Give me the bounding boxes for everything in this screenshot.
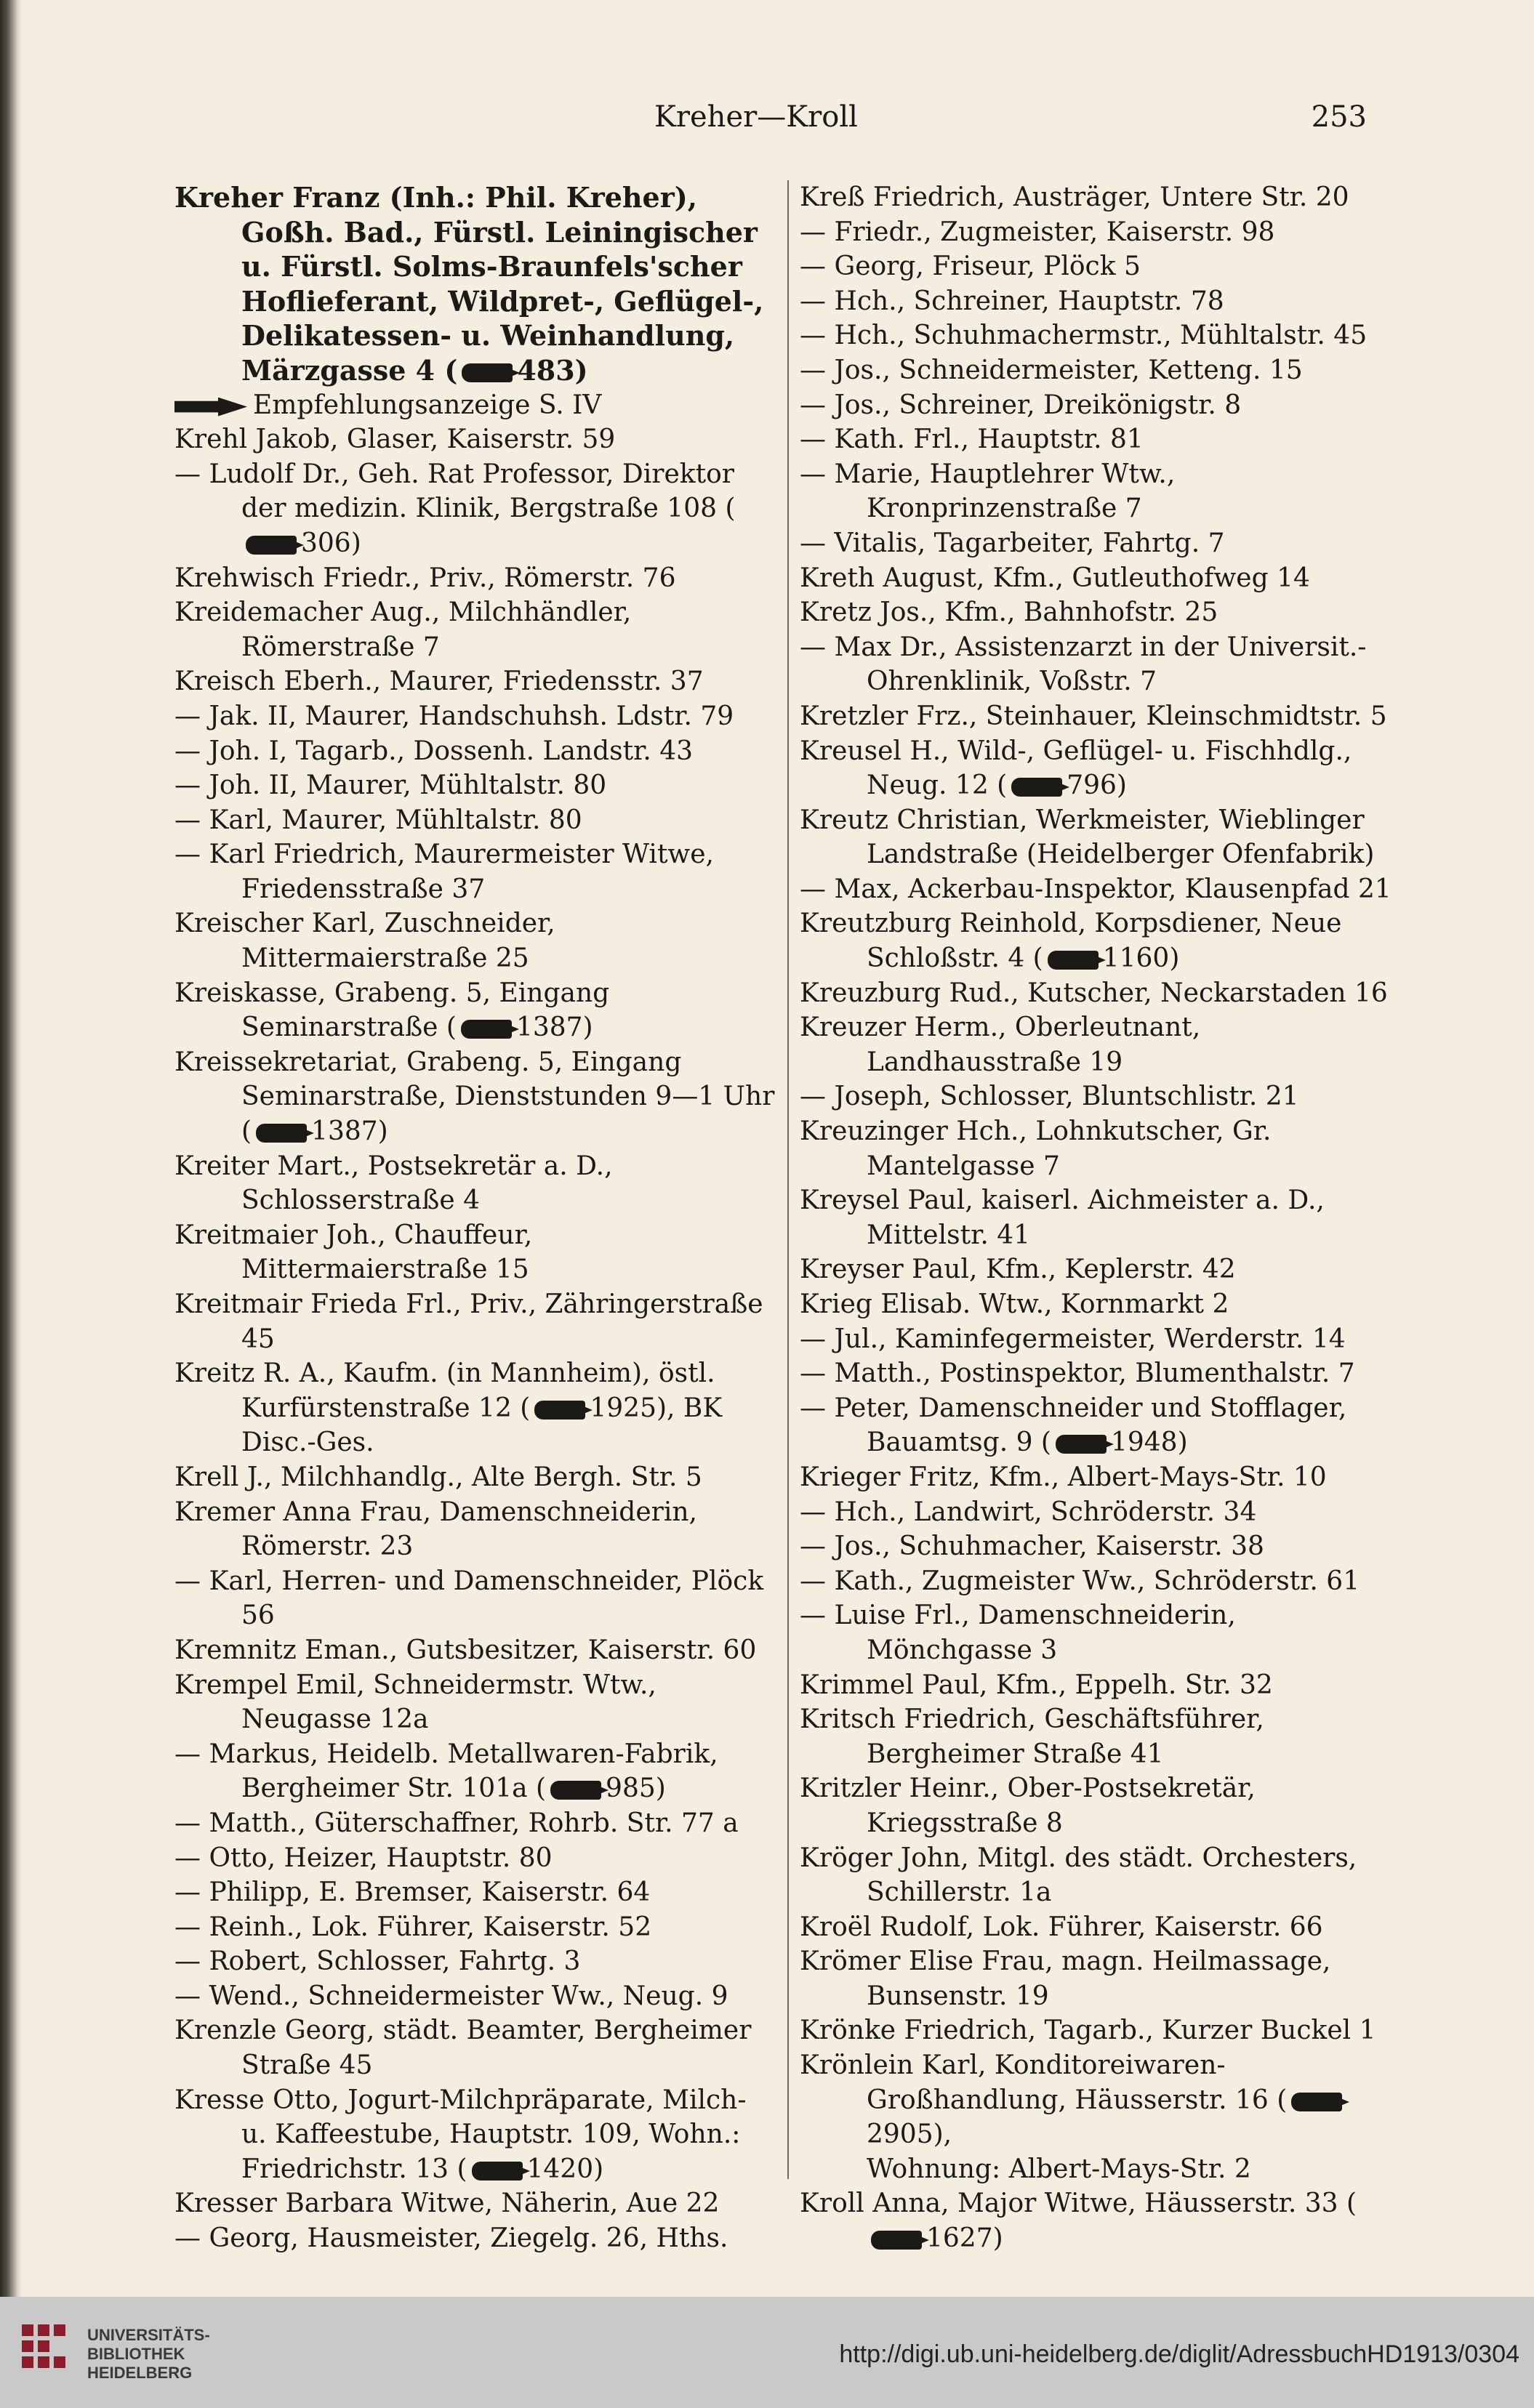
directory-entry: [800, 1841, 1400, 1910]
entry-text: — Joseph, Schlosser, Bluntschlistr. 21: [800, 1082, 1299, 1112]
book-gutter: [0, 0, 22, 2297]
telephone-icon: [1048, 951, 1099, 970]
directory-entry: [800, 1598, 1400, 1667]
directory-entry: [174, 2221, 778, 2256]
viewer-footer: [0, 2297, 1534, 2408]
telephone-icon: [550, 1781, 601, 1800]
entry-text: — Ludolf Dr., Geh. Rat Professor, Direktor der medizin. Klinik, Bergstraße 108 (: [174, 459, 736, 524]
entry-text: — Hch., Landwirt, Schröderstr. 34: [800, 1497, 1257, 1527]
pointing-hand-icon: [174, 398, 247, 416]
entry-text: Kröger John, Mitgl. des städt. Orchesters, Schillerstr. 1a: [800, 1843, 1357, 1908]
entry-text: Krömer Elise Frau, magn. Heilmassage, Bunsenstr. 19: [800, 1946, 1331, 2011]
telephone-icon: [462, 363, 513, 382]
entry-text: — Max, Ackerbau-Inspektor, Klausenpfad 21: [800, 874, 1392, 904]
entry-text: Krieg Elisab. Wtw., Kornmarkt 2: [800, 1289, 1229, 1319]
telephone-icon: [461, 1020, 512, 1039]
entry-text: — Matth., Postinspektor, Blumenthalstr. 7: [800, 1358, 1355, 1389]
phone-number: 2905),: [867, 2119, 952, 2150]
directory-entry: [174, 664, 778, 699]
entry-text: Kroll Anna, Major Witwe, Häusserstr. 33 (: [800, 2188, 1357, 2219]
entry-text: Kreyser Paul, Kfm., Keplerstr. 42: [800, 1255, 1236, 1285]
column-divider: [787, 180, 789, 2179]
entry-text: Krimmel Paul, Kfm., Eppelh. Str. 32: [800, 1670, 1273, 1700]
entry-text: — Jos., Schreiner, Dreikönigstr. 8: [800, 390, 1242, 420]
telephone-icon: [1056, 1435, 1107, 1454]
directory-entry: [174, 906, 778, 975]
entry-text: — Jak. II, Maurer, Handschuhsh. Ldstr. 79: [174, 701, 734, 731]
directory-entry: [800, 2013, 1400, 2048]
directory-entry: [174, 1149, 778, 1218]
directory-entry: [174, 1633, 778, 1668]
entry-text: Krönke Friedrich, Tagarb., Kurzer Buckel 1: [800, 2016, 1376, 2046]
telephone-icon: [472, 2162, 523, 2181]
telephone-icon: [246, 536, 297, 555]
directory-entry: [800, 976, 1400, 1011]
directory-entry: [800, 561, 1400, 596]
entry-text: Kritsch Friedrich, Geschäftsführer, Bergheimer Straße 41: [800, 1704, 1264, 1769]
directory-entry: [800, 1702, 1400, 1771]
directory-entry: [174, 2013, 778, 2082]
telephone-icon: [1011, 778, 1062, 797]
entry-text: — Jul., Kaminfegermeister, Werderstr. 14: [800, 1324, 1346, 1354]
directory-entry: [800, 1114, 1400, 1183]
entry-text: — Georg, Hausmeister, Ziegelg. 26, Hths.: [174, 2223, 728, 2254]
directory-entry: [174, 180, 778, 388]
entry-text: — Wend., Schneidermeister Ww., Neug. 9: [174, 1981, 728, 2011]
page-number: 253: [1311, 100, 1367, 134]
entry-text: — Vitalis, Tagarbeiter, Fahrtg. 7: [800, 528, 1225, 558]
entry-text: — Philipp, E. Bremser, Kaiserstr. 64: [174, 1877, 651, 1908]
directory-entry: [800, 1252, 1400, 1287]
entry-text: Krehwisch Friedr., Priv., Römerstr. 76: [174, 563, 676, 593]
entry-text: Kreiter Mart., Postsekretär a. D., Schlosserstraße 4: [174, 1151, 613, 1216]
directory-entry: [800, 803, 1400, 872]
entry-text: Kretz Jos., Kfm., Bahnhofstr. 25: [800, 597, 1218, 628]
running-title: Kreher—Kroll: [654, 100, 858, 134]
entry-text: Kreitz R. A., Kaufm. (in Mannheim), östl. Kurfürstenstraße 12 (: [174, 1358, 715, 1423]
directory-entry: [800, 284, 1400, 319]
directory-entry: [174, 1841, 778, 1876]
entry-text: Empfehlungsanzeige S. IV: [253, 390, 602, 420]
entry-text: — Reinh., Lok. Führer, Kaiserstr. 52: [174, 1912, 652, 1942]
directory-entry: [174, 1495, 778, 1564]
directory-entry: [174, 595, 778, 664]
entry-text: Kreutz Christian, Werkmeister, Wieblinger Landstraße (Heidelberger Ofenfabrik): [800, 805, 1375, 870]
entry-text: Kreth August, Kfm., Gutleuthofweg 14: [800, 563, 1310, 593]
entry-text: — Robert, Schlosser, Fahrtg. 3: [174, 1946, 581, 1977]
entry-text: Kroël Rudolf, Lok. Führer, Kaiserstr. 66: [800, 1912, 1323, 1942]
entry-text: — Joh. I, Tagarb., Dossenh. Landstr. 43: [174, 736, 694, 766]
entry-text: Krieger Fritz, Kfm., Albert-Mays-Str. 10: [800, 1462, 1327, 1492]
entry-text: Kreitmaier Joh., Chauffeur, Mittermaierstraße 15: [174, 1220, 533, 1285]
entry-text: — Kath., Zugmeister Ww., Schröderstr. 61: [800, 1566, 1360, 1596]
phone-number: 483): [517, 353, 588, 387]
directory-entry: [174, 837, 778, 906]
entry-text: Kreher Franz (Inh.: Phil. Kreher), Goßh. Bad., Fürstl. Leiningischer u. Fürstl. Solms-Braunfels'scher Hoflieferant, Wildpret-, Geflügel-, Delikatessen- u. Weinhandlung, Märzgasse 4 (: [174, 181, 764, 387]
directory-entry: [800, 318, 1400, 353]
directory-entry: [800, 388, 1400, 423]
entry-text: Kresser Barbara Witwe, Näherin, Aue 22: [174, 2188, 720, 2219]
entry-text: — Georg, Friseur, Plöck 5: [800, 251, 1141, 282]
library-name: UNIVERSITÄTS- BIBLIOTHEK HEIDELBERG: [87, 2326, 210, 2382]
directory-entry: [174, 1944, 778, 1979]
directory-entry: [800, 1322, 1400, 1357]
directory-entry: [800, 1287, 1400, 1322]
directory-entry: [174, 1910, 778, 1945]
entry-text: — Matth., Güterschaffner, Rohrb. Str. 77 a: [174, 1808, 739, 1838]
entry-text: Krehl Jakob, Glaser, Kaiserstr. 59: [174, 424, 616, 455]
entry-text: Kreuzburg Rud., Kutscher, Neckarstaden 16: [800, 978, 1388, 1008]
directory-entry: [800, 1529, 1400, 1564]
entry-text: — Karl Friedrich, Maurermeister Witwe, Friedensstraße 37: [174, 839, 714, 904]
directory-entry: [800, 457, 1400, 526]
entry-text: Kreysel Paul, kaiserl. Aichmeister a. D., Mittelstr. 41: [800, 1185, 1325, 1250]
directory-entry: [800, 180, 1400, 215]
directory-entry: [800, 1771, 1400, 1840]
entry-text: Kreuzer Herm., Oberleutnant, Landhausstraße 19: [800, 1012, 1201, 1077]
directory-entry: [174, 1875, 778, 1910]
entry-text: Kreitmair Frieda Frl., Priv., Zähringerstraße 45: [174, 1289, 763, 1354]
directory-entry: [174, 1218, 778, 1287]
entry-text: — Joh. II, Maurer, Mühltalstr. 80: [174, 770, 607, 801]
telephone-icon: [256, 1124, 307, 1143]
entry-text: — Otto, Heizer, Hauptstr. 80: [174, 1843, 553, 1873]
entry-text: Krenzle Georg, städt. Beamter, Bergheimer Straße 45: [174, 2016, 752, 2081]
directory-entry: [174, 976, 778, 1045]
entry-text: Kreuzinger Hch., Lohnkutscher, Gr. Mantelgasse 7: [800, 1116, 1272, 1181]
directory-entry: [800, 215, 1400, 250]
entry-text: — Peter, Damenschneider und Stofflager, Bauamtsg. 9 (: [800, 1393, 1347, 1458]
entry-text: — Friedr., Zugmeister, Kaiserstr. 98: [800, 217, 1275, 247]
directory-entry: [800, 1944, 1400, 2013]
left-column: [174, 180, 778, 2256]
directory-entry: [174, 803, 778, 838]
entry-text: — Karl, Maurer, Mühltalstr. 80: [174, 805, 582, 835]
directory-entry: [800, 2186, 1400, 2255]
directory-entry: [800, 872, 1400, 907]
entry-text: Kreissekretariat, Grabeng. 5, Eingang Seminarstraße, Dienststunden 9—1 Uhr (: [174, 1047, 775, 1147]
entry-text: Kritzler Heinr., Ober-Postsekretär, Kriegsstraße 8: [800, 1773, 1256, 1838]
entry-text: — Max Dr., Assistenzarzt in der Universit.-Ohrenklinik, Voßstr. 7: [800, 632, 1367, 697]
telephone-icon: [1291, 2093, 1342, 2111]
directory-entry: [174, 699, 778, 734]
directory-entry: [800, 1564, 1400, 1599]
directory-entry: [174, 2083, 778, 2187]
phone-number: 796): [1067, 770, 1127, 801]
entry-text: Kreusel H., Wild-, Geflügel- u. Fischhdlg., Neug. 12 (: [800, 736, 1352, 801]
directory-entry: [800, 1391, 1400, 1460]
entry-text: — Jos., Schneidermeister, Ketteng. 15: [800, 355, 1303, 385]
entry-text: — Luise Frl., Damenschneiderin, Mönchgasse 3: [800, 1600, 1236, 1665]
phone-number: 985): [606, 1773, 666, 1804]
directory-entry: [800, 1079, 1400, 1114]
entry-text: Kresse Otto, Jogurt-Milchpräparate, Milch- u. Kaffeestube, Hauptstr. 109, Wohn.: Friedrichstr. 13 (: [174, 2085, 747, 2184]
directory-entry: [174, 1460, 778, 1495]
source-url-link[interactable]: http://digi.ub.uni-heidelberg.de/diglit/AdressbuchHD1913/0304: [839, 2340, 1519, 2368]
directory-entry: [174, 734, 778, 769]
directory-entry: [174, 1356, 778, 1460]
right-column: [800, 180, 1400, 2256]
directory-entry: [174, 422, 778, 457]
directory-entry: [800, 249, 1400, 284]
directory-entry: [800, 1183, 1400, 1252]
phone-number: 1420): [526, 2154, 604, 2184]
directory-entry: [800, 526, 1400, 561]
telephone-icon: [871, 2231, 922, 2250]
telephone-icon: [534, 1401, 585, 1420]
directory-entry: [174, 2186, 778, 2221]
entry-text: Kretzler Frz., Steinhauer, Kleinschmidtstr. 5: [800, 701, 1387, 731]
directory-entry: [174, 1564, 778, 1633]
directory-entry: [174, 388, 778, 423]
directory-entry: [174, 457, 778, 561]
directory-entry: [800, 353, 1400, 388]
directory-entry: [174, 561, 778, 596]
entry-text: Kreß Friedrich, Austräger, Untere Str. 20: [800, 182, 1349, 212]
entry-text: Kreischer Karl, Zuschneider, Mittermaierstraße 25: [174, 909, 555, 974]
entry-text: Krempel Emil, Schneidermstr. Wtw., Neugasse 12a: [174, 1670, 656, 1735]
phone-number: 1925), BK Disc.-Ges.: [241, 1393, 723, 1458]
directory-entry: [174, 1287, 778, 1356]
directory-entry: [800, 422, 1400, 457]
phone-number: 1948): [1110, 1428, 1188, 1458]
entry-text: Kreisch Eberh., Maurer, Friedensstr. 37: [174, 667, 704, 697]
phone-number: 1160): [1102, 943, 1180, 974]
entry-text: Krönlein Karl, Konditoreiwaren-Großhandlung, Häusserstr. 16 (: [800, 2050, 1288, 2115]
entry-text: — Hch., Schreiner, Hauptstr. 78: [800, 286, 1224, 316]
entry-text: Kreiskasse, Grabeng. 5, Eingang Seminarstraße (: [174, 978, 610, 1043]
entry-text: Kremer Anna Frau, Damenschneiderin, Römerstr. 23: [174, 1497, 697, 1562]
directory-entry: [174, 768, 778, 803]
entry-text: — Hch., Schuhmachermstr., Mühltalstr. 45: [800, 321, 1368, 351]
directory-entry: [800, 734, 1400, 803]
entry-text: — Kath. Frl., Hauptstr. 81: [800, 424, 1144, 455]
directory-entry: [800, 2152, 1400, 2187]
phone-number: 1387): [311, 1116, 388, 1147]
entry-text: — Jos., Schuhmacher, Kaiserstr. 38: [800, 1531, 1264, 1562]
entry-text: Kremnitz Eman., Gutsbesitzer, Kaiserstr. 60: [174, 1635, 757, 1665]
directory-entry: [800, 1910, 1400, 1945]
page-header: [174, 100, 1367, 144]
directory-entry: [800, 1668, 1400, 1703]
directory-entry: [174, 1668, 778, 1737]
phone-number: 306): [301, 528, 361, 558]
entry-text: Krell J., Milchhandlg., Alte Bergh. Str. 5: [174, 1462, 702, 1492]
directory-entry: [800, 630, 1400, 699]
directory-entry: [174, 1979, 778, 2014]
phone-number: 1627): [926, 2223, 1003, 2254]
phone-number: 1387): [515, 1012, 593, 1043]
entry-text: Wohnung: Albert-Mays-Str. 2: [867, 2154, 1251, 2184]
directory-entry: [800, 595, 1400, 630]
directory-entry: [800, 1010, 1400, 1079]
entry-text: Kreutzburg Reinhold, Korpsdiener, Neue Schloßstr. 4 (: [800, 909, 1342, 974]
directory-entry: [800, 906, 1400, 975]
directory-entry: [174, 1737, 778, 1806]
entry-text: Kreidemacher Aug., Milchhändler, Römerstraße 7: [174, 597, 632, 662]
directory-entry: [800, 1356, 1400, 1391]
directory-entry: [174, 1045, 778, 1149]
entry-text: — Marie, Hauptlehrer Wtw., Kronprinzenstraße 7: [800, 459, 1176, 524]
entry-text: — Markus, Heidelb. Metallwaren-Fabrik, Bergheimer Str. 101a (: [174, 1739, 718, 1804]
directory-entry: [174, 1806, 778, 1841]
directory-entry: [800, 2048, 1400, 2152]
directory-entry: [800, 699, 1400, 734]
entry-text: — Karl, Herren- und Damenschneider, Plöck 56: [174, 1566, 764, 1631]
library-logo-icon: [22, 2324, 65, 2381]
directory-entry: [800, 1495, 1400, 1530]
directory-entry: [800, 1460, 1400, 1495]
